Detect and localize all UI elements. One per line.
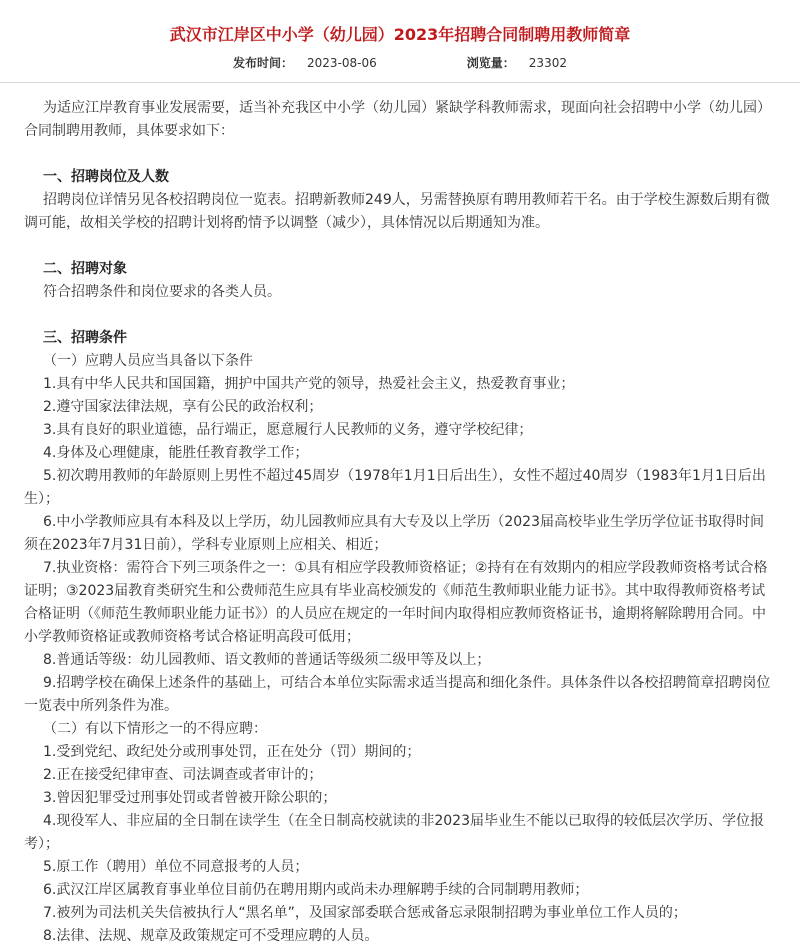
- list-item: 6.武汉江岸区属教育事业单位目前仍在聘用期内或尚未办理解聘手续的合同制聘用教师；: [43, 882, 589, 898]
- list-item: 1.具有中华人民共和国国籍，拥护中国共产党的领导，热爱社会主义，热爱教育事业；: [43, 376, 575, 392]
- views-count: 23302: [528, 56, 567, 70]
- publish-date: 2023-08-06: [307, 56, 377, 70]
- section-2-heading: 二、招聘对象: [43, 261, 127, 277]
- list-item: 8.普通话等级：幼儿园教师、语文教师的普通话等级须二级甲等及以上；: [43, 652, 491, 668]
- list-item: 8.法律、法规、规章及政策规定可不受理应聘的人员。: [43, 928, 379, 944]
- list-item: 4.现役军人、非应届的全日制在读学生（在全日制高校就读的非2023届毕业生不能以已取得的较低层次学历、学位报考）；: [24, 813, 764, 852]
- list-item: 7.被列为司法机关失信被执行人“黑名单”，及国家部委联合惩戒备忘录限制招聘为事业单位工作人员的；: [43, 905, 687, 921]
- article-meta: [0, 54, 800, 72]
- list-item: 4.身体及心理健康，能胜任教育教学工作；: [43, 445, 309, 461]
- list-item: 3.曾因犯罪受过刑事处罚或者曾被开除公职的；: [43, 790, 337, 806]
- views-label: 浏览量：: [466, 56, 515, 70]
- list-item: 9.招聘学校在确保上述条件的基础上，可结合本单位实际需求适当提高和细化条件。具体条件以各校招聘简章招聘岗位一览表中所列条件为准。: [24, 675, 771, 714]
- list-item: 5.初次聘用教师的年龄原则上男性不超过45周岁（1978年1月1日后出生），女性不超过40周岁（1983年1月1日后出生）；: [24, 468, 766, 507]
- list-item: 1.受到党纪、政纪处分或刑事处罚，正在处分（罚）期间的；: [43, 744, 421, 760]
- list-item: 2.正在接受纪律审查、司法调查或者审计的；: [43, 767, 323, 783]
- section-1-heading: 一、招聘岗位及人数: [43, 169, 169, 185]
- article-title: 武汉市江岸区中小学（幼儿园）2023年招聘合同制聘用教师简章: [169, 25, 631, 44]
- article-body: [0, 83, 800, 948]
- section-3-subheading-1: （一）应聘人员应当具备以下条件: [43, 353, 253, 369]
- list-item: 3.具有良好的职业道德，品行端正，愿意履行人民教师的义务，遵守学校纪律；: [43, 422, 533, 438]
- list-item: 2.遵守国家法律法规，享有公民的政治权利；: [43, 399, 323, 415]
- intro-paragraph: 为适应江岸教育事业发展需要，适当补充我区中小学（幼儿园）紧缺学科教师需求，现面向社会招聘中小学（幼儿园）合同制聘用教师，具体要求如下：: [24, 100, 771, 139]
- section-3-subheading-2: （二）有以下情形之一的不得应聘：: [43, 721, 267, 737]
- list-item: 7.执业资格：需符合下列三项条件之一：①具有相应学段教师资格证；②持有在有效期内的相应学段教师资格考试合格证明；③2023届教育类研究生和公费师范生应具有毕业高校颁发的《师范生教师职业能力证书》。其中取得教师资格考试合格证明（《师范生教师职业能力证书》）的人员应在规定的一年时间内取得相应教师资格证书，逾期将解除聘用合同。中小学教师资格证或教师资格考试合格证明高段可低用；: [24, 560, 768, 645]
- publish-time-label: 发布时间：: [233, 56, 294, 70]
- section-3-heading: 三、招聘条件: [43, 330, 127, 346]
- section-1-text: 招聘岗位详情另见各校招聘岗位一览表。招聘新教师249人，另需替换原有聘用教师若干名。由于学校生源数后期有微调可能，故相关学校的招聘计划将酌情予以调整（减少），具体情况以后期通知为准。: [24, 192, 770, 231]
- list-item: 5.原工作（聘用）单位不同意报考的人员；: [43, 859, 309, 875]
- section-2-text: 符合招聘条件和岗位要求的各类人员。: [43, 284, 281, 300]
- list-item: 6.中小学教师应具有本科及以上学历，幼儿园教师应具有大专及以上学历（2023届高校毕业生学历学位证书取得时间须在2023年7月31日前），学科专业原则上应相关、相近；: [24, 514, 764, 553]
